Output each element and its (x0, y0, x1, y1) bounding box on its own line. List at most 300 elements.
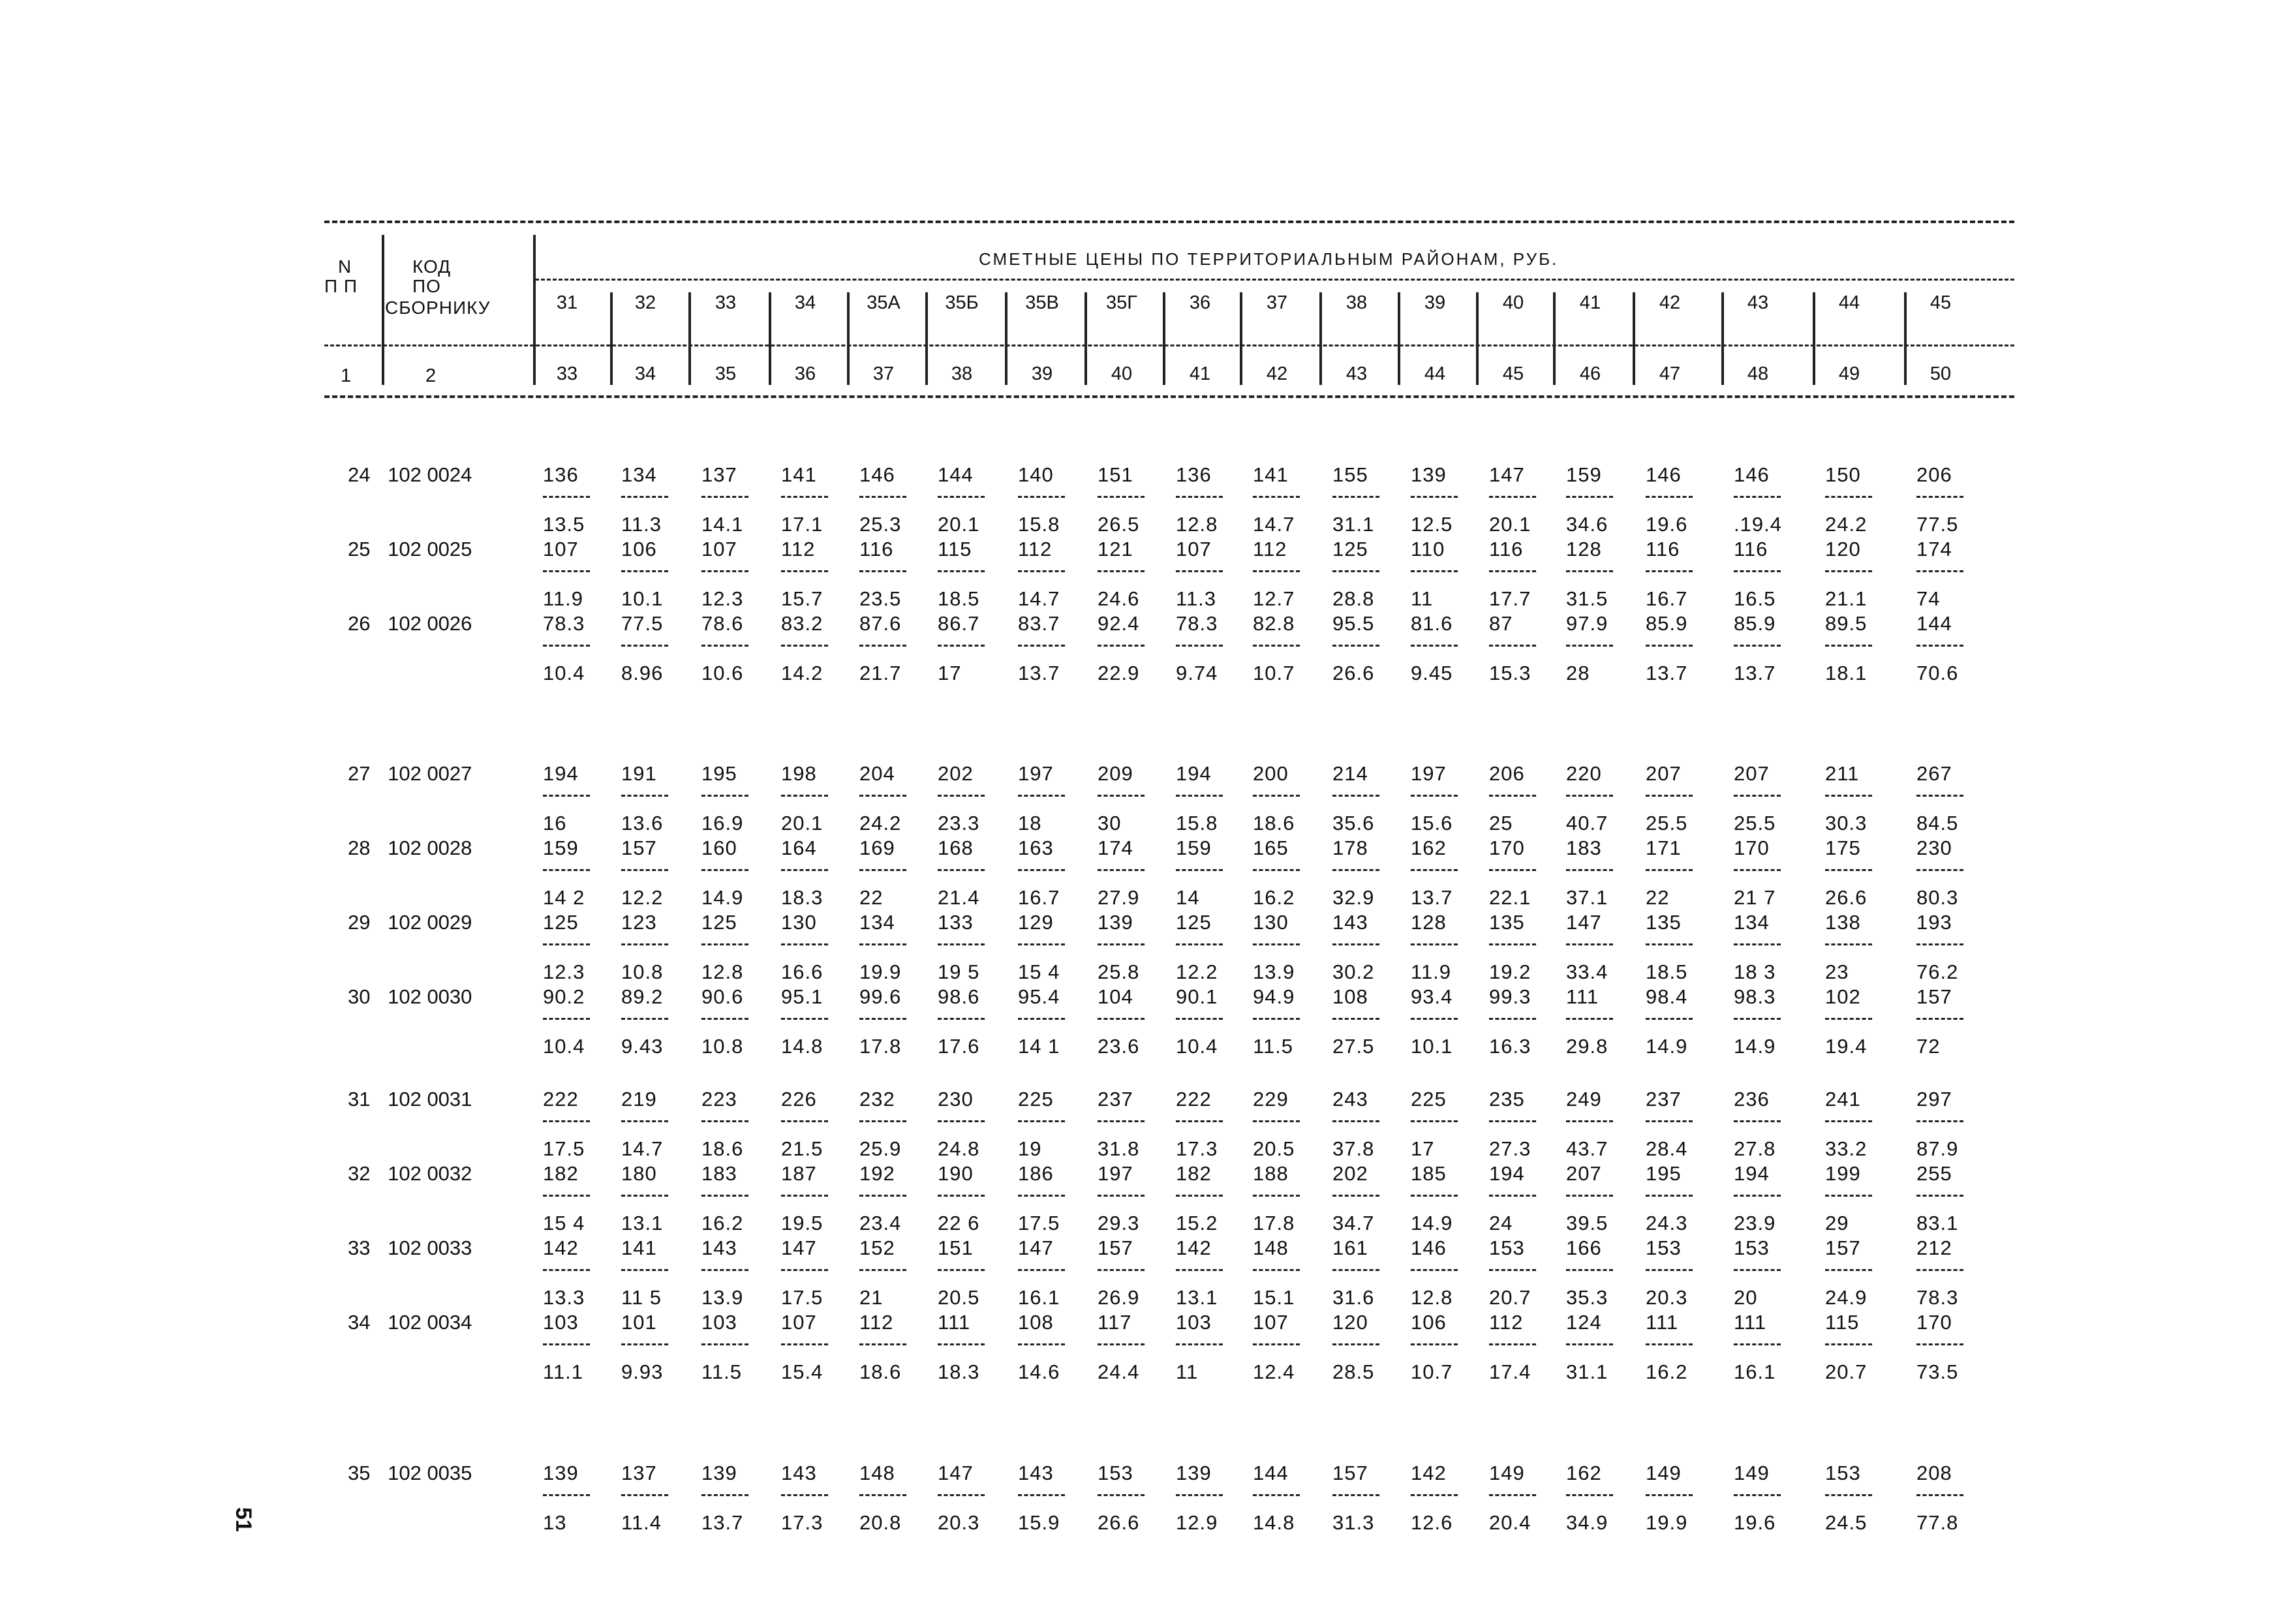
price-value: 106 (621, 538, 657, 560)
coefficient-value: 35.6 (1332, 812, 1375, 835)
fraction-line (701, 795, 748, 797)
fraction-line (1253, 795, 1300, 797)
fraction-line (1411, 1269, 1458, 1271)
coefficient-value: 14.7 (1253, 513, 1295, 536)
row-code: 102 0029 (388, 911, 472, 934)
price-value: 111 (1566, 985, 1599, 1008)
coefficient-value: 37.1 (1566, 886, 1608, 909)
price-value: 162 (1566, 1462, 1602, 1484)
fraction-line (1018, 1494, 1065, 1496)
header-separator (382, 235, 384, 385)
row-code: 102 0027 (388, 762, 472, 785)
fraction-line (1253, 1494, 1300, 1496)
fraction-line (859, 1120, 906, 1122)
price-value: 219 (621, 1088, 657, 1111)
fraction-line (1566, 1269, 1613, 1271)
coefficient-value: 37.8 (1332, 1137, 1375, 1160)
price-value: 152 (859, 1236, 895, 1259)
coefficient-value: 34.9 (1566, 1511, 1608, 1534)
row-number: 33 (348, 1236, 371, 1259)
price-value: 139 (1098, 911, 1133, 934)
column-number: 38 (951, 363, 973, 384)
fraction-line (1734, 1195, 1781, 1197)
fraction-line (1098, 1018, 1145, 1020)
price-value: 95.5 (1332, 612, 1375, 635)
fraction-line (1411, 1120, 1458, 1122)
fraction-line (1489, 1494, 1536, 1496)
coefficient-value: 13.9 (1253, 960, 1295, 983)
region-header: 35А (867, 292, 900, 313)
price-value: 90.1 (1176, 985, 1218, 1008)
price-value: 148 (1253, 1236, 1289, 1259)
fraction-line (621, 1195, 668, 1197)
column-number: 40 (1111, 363, 1133, 384)
price-value: 143 (1018, 1462, 1054, 1484)
coefficient-value: 20.7 (1489, 1286, 1531, 1309)
region-header: 44 (1838, 292, 1860, 313)
coefficient-value: 77.5 (1916, 513, 1959, 536)
price-value: 99.3 (1489, 985, 1531, 1008)
price-value: 222 (543, 1088, 579, 1111)
price-value: 137 (701, 463, 737, 486)
coefficient-value: 14.9 (1734, 1035, 1776, 1058)
price-value: 149 (1646, 1462, 1682, 1484)
row-label (348, 1088, 472, 1111)
fraction-line (1098, 570, 1145, 572)
coefficient-value: 14 (1176, 886, 1200, 909)
fraction-line (1098, 1195, 1145, 1197)
fraction-line (1018, 645, 1065, 647)
coefficient-value: 72 (1916, 1035, 1941, 1058)
fraction-line (859, 1269, 906, 1271)
fraction-line (621, 869, 668, 871)
fraction-line (1734, 496, 1781, 498)
fraction-line (938, 645, 985, 647)
fraction-line (621, 1269, 668, 1271)
header-top-rule (324, 221, 2014, 223)
price-value: 165 (1253, 836, 1289, 859)
column-number: 46 (1579, 363, 1601, 384)
coefficient-value: 24.9 (1825, 1286, 1868, 1309)
price-value: 183 (701, 1162, 737, 1185)
price-value: 125 (543, 911, 579, 934)
coefficient-value: 28.5 (1332, 1360, 1375, 1383)
row-number: 25 (348, 538, 371, 560)
fraction-line (543, 570, 590, 572)
coefficient-value: 11.3 (621, 513, 662, 536)
coefficient-value: 13.7 (701, 1511, 744, 1534)
coefficient-value: 20.7 (1825, 1360, 1868, 1383)
price-value: 168 (938, 836, 974, 859)
coefficient-value: 9.43 (621, 1035, 664, 1058)
coefficient-value: 15.7 (781, 587, 823, 610)
coefficient-value: 33.2 (1825, 1137, 1868, 1160)
row-code: 102 0028 (388, 836, 472, 859)
price-value: 163 (1018, 836, 1054, 859)
coefficient-value: 18.3 (938, 1360, 980, 1383)
coefficient-value: 15 4 (1018, 960, 1060, 983)
region-header: 36 (1189, 292, 1211, 313)
coefficient-value: 22 (1646, 886, 1670, 909)
coefficient-value: 22.9 (1098, 662, 1140, 684)
coefficient-value: 11.5 (701, 1360, 743, 1383)
fraction-line (781, 496, 828, 498)
coefficient-value: 18.6 (701, 1137, 744, 1160)
region-header: 34 (794, 292, 816, 313)
price-value: 146 (1411, 1236, 1447, 1259)
price-value: 112 (859, 1311, 894, 1334)
coefficient-value: 29.3 (1098, 1212, 1140, 1234)
price-value: 159 (543, 836, 579, 859)
region-header: 41 (1579, 292, 1601, 313)
row-code: 102 0032 (388, 1162, 472, 1185)
coefficient-value: 17 (938, 662, 962, 684)
price-value: 111 (938, 1311, 971, 1334)
row-code: 102 0033 (388, 1236, 472, 1259)
price-value: 211 (1825, 762, 1860, 785)
fraction-line (1176, 496, 1223, 498)
col-kod-label-2: ПО (412, 276, 441, 296)
price-value: 107 (1253, 1311, 1289, 1334)
row-code: 102 0031 (388, 1088, 472, 1111)
price-value: 149 (1489, 1462, 1525, 1484)
fraction-line (701, 570, 748, 572)
price-value: 170 (1734, 836, 1770, 859)
fraction-line (1489, 869, 1536, 871)
fraction-line (1825, 1018, 1872, 1020)
coefficient-value: 18.3 (781, 886, 823, 909)
price-value: 249 (1566, 1088, 1602, 1111)
fraction-line (1646, 1343, 1693, 1345)
fraction-line (1098, 645, 1145, 647)
price-value: 116 (859, 538, 894, 560)
fraction-line (1489, 570, 1536, 572)
row-label (348, 1162, 472, 1186)
coefficient-value: 20.8 (859, 1511, 902, 1534)
coefficient-value: 11.9 (1411, 960, 1452, 983)
fraction-line (1176, 943, 1223, 945)
fraction-line (1332, 1195, 1379, 1197)
price-value: 195 (1646, 1162, 1682, 1185)
coefficient-value: 14.7 (621, 1137, 664, 1160)
price-value: 98.4 (1646, 985, 1688, 1008)
coefficient-value: 14.9 (1411, 1212, 1453, 1234)
fraction-line (621, 570, 668, 572)
fraction-line (1411, 869, 1458, 871)
fraction-line (1489, 795, 1536, 797)
fraction-line (938, 869, 985, 871)
coefficient-value: 16.3 (1489, 1035, 1531, 1058)
col-n-label: N (338, 256, 352, 277)
price-value: 206 (1489, 762, 1525, 785)
fraction-line (1566, 1195, 1613, 1197)
region-header: 35Г (1106, 292, 1137, 313)
price-value: 212 (1916, 1236, 1952, 1259)
price-value: 190 (938, 1162, 974, 1185)
fraction-line (1825, 1120, 1872, 1122)
coefficient-value: 18.6 (859, 1360, 902, 1383)
price-value: 116 (1489, 538, 1524, 560)
price-value: 78.6 (701, 612, 744, 635)
header-separator (533, 235, 536, 385)
row-number: 30 (348, 985, 371, 1008)
row-number: 26 (348, 612, 371, 635)
price-value: 225 (1411, 1088, 1447, 1111)
coefficient-value: 16.2 (701, 1212, 744, 1234)
coefficient-value: 17.8 (1253, 1212, 1295, 1234)
coefficient-value: 26.5 (1098, 513, 1140, 536)
price-value: 129 (1018, 911, 1054, 934)
price-value: 135 (1489, 911, 1525, 934)
fraction-line (1098, 795, 1145, 797)
fraction-line (543, 1343, 590, 1345)
price-value: 149 (1734, 1462, 1770, 1484)
row-label (348, 1311, 472, 1334)
coefficient-value: 15.4 (781, 1360, 823, 1383)
coefficient-value: 11 (1411, 587, 1434, 610)
coefficient-value: 43.7 (1566, 1137, 1608, 1160)
coefficient-value: 13.9 (701, 1286, 744, 1309)
coefficient-value: 12.9 (1176, 1511, 1218, 1534)
fraction-line (1916, 1120, 1963, 1122)
fraction-line (781, 795, 828, 797)
price-value: 78.3 (1176, 612, 1218, 635)
column-number: 39 (1031, 363, 1053, 384)
fraction-line (1566, 1343, 1613, 1345)
fraction-line (701, 1269, 748, 1271)
price-value: 102 (1825, 985, 1861, 1008)
coefficient-value: 31.1 (1566, 1360, 1608, 1383)
coefficient-value: 14.7 (1018, 587, 1060, 610)
price-value: 222 (1176, 1088, 1212, 1111)
fraction-line (1332, 1494, 1379, 1496)
fraction-line (1253, 1195, 1300, 1197)
header-separator (925, 292, 928, 385)
fraction-line (938, 1120, 985, 1122)
fraction-line (1018, 1195, 1065, 1197)
fraction-line (938, 496, 985, 498)
fraction-line (781, 1018, 828, 1020)
region-header: 43 (1747, 292, 1769, 313)
price-value: 107 (781, 1311, 817, 1334)
fraction-line (938, 795, 985, 797)
header-separator (1084, 292, 1087, 385)
fraction-line (1489, 1018, 1536, 1020)
coefficient-value: 15.9 (1018, 1511, 1060, 1534)
coefficient-value: 31.8 (1098, 1137, 1140, 1160)
price-value: 130 (781, 911, 817, 934)
price-value: 112 (1018, 538, 1053, 560)
fraction-line (1734, 1018, 1781, 1020)
coefficient-value: 31.5 (1566, 587, 1608, 610)
coefficient-value: 16 (543, 812, 567, 835)
fraction-line (1253, 943, 1300, 945)
column-number: 36 (794, 363, 816, 384)
fraction-line (938, 570, 985, 572)
coefficient-value: 26.6 (1825, 886, 1868, 909)
coefficient-value: 23.3 (938, 812, 980, 835)
coefficient-value: 16.7 (1018, 886, 1060, 909)
region-header: 45 (1930, 292, 1952, 313)
fraction-line (1734, 1494, 1781, 1496)
fraction-line (1253, 645, 1300, 647)
price-value: 143 (781, 1462, 817, 1484)
fraction-line (1332, 645, 1379, 647)
price-value: 202 (1332, 1162, 1368, 1185)
fraction-line (859, 1494, 906, 1496)
coefficient-value: 24 (1489, 1212, 1513, 1234)
row-number: 35 (348, 1462, 371, 1484)
coefficient-value: 11.4 (621, 1511, 662, 1534)
price-value: 94.9 (1253, 985, 1295, 1008)
fraction-line (1566, 943, 1613, 945)
coefficient-value: 14.8 (781, 1035, 823, 1058)
price-value: 151 (1098, 463, 1133, 486)
coefficient-value: 21.4 (938, 886, 980, 909)
price-value: 193 (1916, 911, 1952, 934)
coefficient-value: 12.2 (1176, 960, 1218, 983)
fraction-line (621, 1018, 668, 1020)
coefficient-value: 19.5 (781, 1212, 823, 1234)
price-value: 123 (621, 911, 657, 934)
fraction-line (781, 1269, 828, 1271)
fraction-line (1253, 570, 1300, 572)
fraction-line (1916, 645, 1963, 647)
price-value: 82.8 (1253, 612, 1295, 635)
fraction-line (621, 795, 668, 797)
price-value: 136 (543, 463, 579, 486)
coefficient-value: 17.3 (781, 1511, 823, 1534)
coefficient-value: 10.7 (1253, 662, 1295, 684)
price-value: 232 (859, 1088, 895, 1111)
coefficient-value: 10.7 (1411, 1360, 1453, 1383)
price-value: 188 (1253, 1162, 1289, 1185)
fraction-line (1332, 570, 1379, 572)
fraction-line (1566, 496, 1613, 498)
fraction-line (1734, 645, 1781, 647)
fraction-line (1176, 1343, 1223, 1345)
fraction-line (1825, 1269, 1872, 1271)
fraction-line (1646, 496, 1693, 498)
coefficient-value: 19.9 (859, 960, 902, 983)
price-value: 199 (1825, 1162, 1861, 1185)
price-value: 155 (1332, 463, 1368, 486)
coefficient-value: 17.5 (781, 1286, 823, 1309)
row-label (348, 762, 472, 786)
coefficient-value: 24.8 (938, 1137, 980, 1160)
price-value: 237 (1646, 1088, 1682, 1111)
coefficient-value: 34.7 (1332, 1212, 1375, 1234)
price-value: 136 (1176, 463, 1212, 486)
price-value: 175 (1825, 836, 1861, 859)
coefficient-value: 12.8 (1176, 513, 1218, 536)
coefficient-value: 11.5 (1253, 1035, 1294, 1058)
price-value: 107 (1176, 538, 1212, 560)
fraction-line (1176, 1269, 1223, 1271)
coefficient-value: 25 (1489, 812, 1513, 835)
coefficient-value: 12.3 (543, 960, 585, 983)
fraction-line (1489, 943, 1536, 945)
fraction-line (1646, 570, 1693, 572)
price-value: 159 (1176, 836, 1212, 859)
fraction-line (1176, 1018, 1223, 1020)
region-header: 31 (556, 292, 578, 313)
coefficient-value: 24.5 (1825, 1511, 1868, 1534)
coefficient-value: 10.8 (621, 960, 664, 983)
fraction-line (859, 496, 906, 498)
price-value: 195 (701, 762, 737, 785)
price-value: 103 (1176, 1311, 1212, 1334)
coefficient-value: 24.3 (1646, 1212, 1688, 1234)
coefficient-value: 24.4 (1098, 1360, 1140, 1383)
price-value: 197 (1098, 1162, 1133, 1185)
price-value: 121 (1098, 538, 1133, 560)
header-separator (1319, 292, 1322, 385)
header-separator (1163, 292, 1165, 385)
coefficient-value: 10.1 (621, 587, 664, 610)
fraction-line (1411, 795, 1458, 797)
fraction-line (938, 1195, 985, 1197)
coefficient-value: 18.1 (1825, 662, 1868, 684)
coefficient-value: 14 1 (1018, 1035, 1060, 1058)
price-value: 194 (1176, 762, 1212, 785)
fraction-line (701, 869, 748, 871)
coefficient-value: 16.2 (1646, 1360, 1688, 1383)
fraction-line (859, 943, 906, 945)
fraction-line (781, 943, 828, 945)
price-value: 146 (1646, 463, 1682, 486)
fraction-line (1176, 570, 1223, 572)
price-value: 169 (859, 836, 895, 859)
price-value: 111 (1734, 1311, 1767, 1334)
price-value: 153 (1098, 1462, 1133, 1484)
column-number: 43 (1345, 363, 1368, 384)
fraction-line (543, 1018, 590, 1020)
coefficient-value: 11.1 (543, 1360, 584, 1383)
coefficient-value: 30.3 (1825, 812, 1868, 835)
price-value: 220 (1566, 762, 1602, 785)
coefficient-value: 16.6 (781, 960, 823, 983)
price-value: 174 (1916, 538, 1952, 560)
fraction-line (1825, 570, 1872, 572)
header-separator (1005, 292, 1007, 385)
fraction-line (1734, 570, 1781, 572)
fraction-line (859, 869, 906, 871)
row-number: 34 (348, 1311, 371, 1334)
coefficient-value: 17.5 (1018, 1212, 1060, 1234)
fraction-line (1734, 795, 1781, 797)
fraction-line (1916, 1343, 1963, 1345)
row-code: 102 0030 (388, 985, 472, 1008)
coefficient-value: 27.8 (1734, 1137, 1776, 1160)
price-value: 106 (1411, 1311, 1447, 1334)
fraction-line (1411, 1343, 1458, 1345)
coefficient-value: 22.1 (1489, 886, 1531, 909)
fraction-line (1253, 1018, 1300, 1020)
price-value: 151 (938, 1236, 974, 1259)
price-value: 174 (1098, 836, 1133, 859)
fraction-line (701, 496, 748, 498)
col-kod-label-1: КОД (412, 256, 452, 277)
fraction-line (859, 1018, 906, 1020)
coefficient-value: 19 (1018, 1137, 1042, 1160)
fraction-line (1176, 795, 1223, 797)
fraction-line (621, 943, 668, 945)
fraction-line (543, 645, 590, 647)
fraction-line (1253, 1120, 1300, 1122)
price-value: 104 (1098, 985, 1133, 1008)
price-value: 236 (1734, 1088, 1770, 1111)
